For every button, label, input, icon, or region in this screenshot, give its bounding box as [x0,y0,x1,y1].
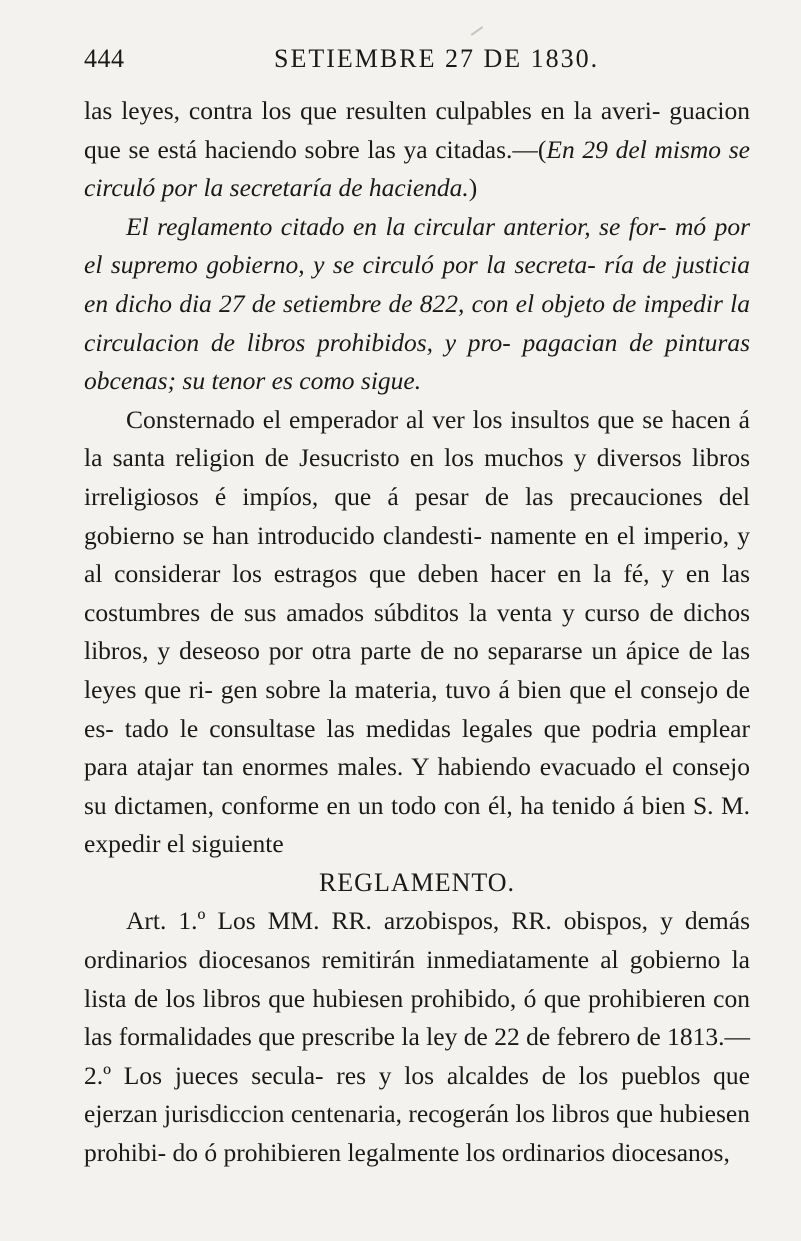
paragraph-1-italic-note: En 29 del mismo se circuló por la secretaría de hacienda. [84,134,750,203]
section-heading: REGLAMENTO. [318,867,516,897]
page-header [84,44,744,80]
paragraph-2-editorial-note: El reglamento citado en la circular anterior, se for- mó por el supremo gobierno, y se circuló por la secreta- ría de justicia en dicho dia 27 de setiembre de 822, con el objeto de impedir la circulacion de libros prohibidos, y pro- pagacian de pinturas obcenas; su tenor es como sigue. [84,211,750,396]
paragraph-1-text: las leyes, contra los que resulten culpables en la averi- guacion que se está haciendo sobre las ya citadas.—( [84,96,750,164]
paragraph-1-close: ) [468,173,478,203]
paragraph-3: Consternado el emperador al ver los insultos que se hacen á la santa religion de Jesucristo en los muchos y diversos libros irreligiosos é impíos, que á pesar de las precauciones del gobierno se han introducido clandesti- namente en el imperio, y al considerar los estragos que deben hacer en la fé, y en las costumbres de sus amados súbditos la venta y curso de dichos libros, y deseoso por otra parte de no separarse un ápice de las leyes que ri- gen sobre la materia, tuvo á bien que el consejo de es- tado le consultase las medidas legales que podria emplear para atajar tan enormes males. Y habiendo evacuado el consejo su dictamen, conforme en un todo con él, ha tenido á bien S. M. expedir el siguiente [84,404,750,859]
page-number: 444 [84,44,125,73]
paragraph-1 [84,92,750,208]
paragraph-4-articles: Art. 1.º Los MM. RR. arzobispos, RR. obispos, y demás ordinarios diocesanos remitirán inmediatamente al gobierno la lista de los libros que hubiesen prohibido, ó que prohibieren con las formalidades que prescribe la ley de 22 de febrero de 1813.—2.º Los jueces secula- res y los alcaldes de los pueblos que ejerzan jurisdiccion centenaria, recogerán los libros que hubiesen prohibi- do ó prohibieren legalmente los ordinarios diocesanos, [84,906,750,1168]
running-head: SETIEMBRE 27 DE 1830. [274,44,600,73]
paper-mark [471,26,484,36]
page-body [84,92,750,1173]
